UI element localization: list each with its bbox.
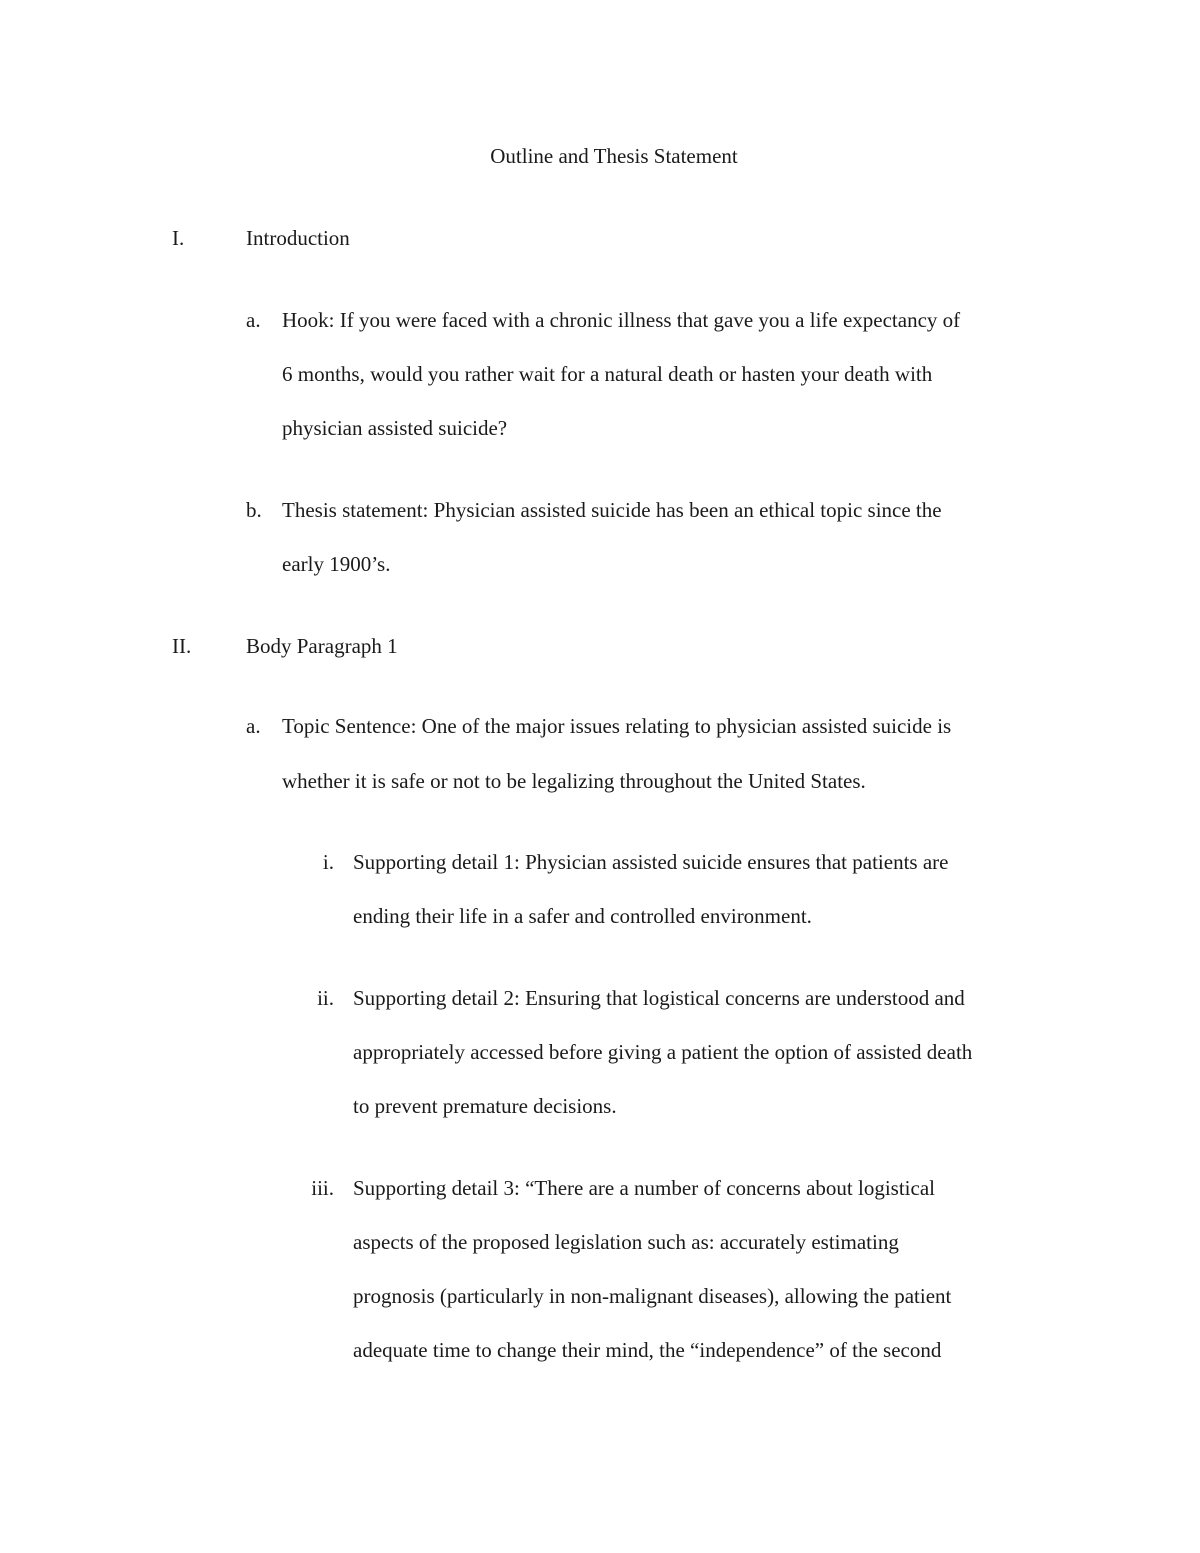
detail-line: Supporting detail 1: Physician assisted suicide ensures that patients are (353, 850, 949, 874)
item-line: 6 months, would you rather wait for a natural death or hasten your death with (282, 362, 933, 386)
item-line: whether it is safe or not to be legalizing throughout the United States. (282, 769, 866, 793)
section-numeral: I. (172, 226, 185, 250)
document-title: Outline and Thesis Statement (490, 144, 738, 168)
item-label: a. (246, 308, 261, 332)
detail-line: aspects of the proposed legislation such as: accurately estimating (353, 1230, 899, 1254)
item-line: early 1900’s. (282, 552, 391, 576)
item-line: Hook: If you were faced with a chronic illness that gave you a life expectancy of (282, 308, 961, 332)
detail-label: i. (322, 850, 334, 874)
item-line: Thesis statement: Physician assisted suicide has been an ethical topic since the (282, 498, 942, 522)
detail-line: adequate time to change their mind, the “independence” of the second (353, 1338, 942, 1362)
item-label: b. (246, 498, 262, 522)
detail-line: to prevent premature decisions. (353, 1094, 617, 1118)
section-heading: Body Paragraph 1 (246, 634, 398, 658)
detail-line: Supporting detail 2: Ensuring that logistical concerns are understood and (353, 986, 965, 1010)
section-heading: Introduction (246, 226, 350, 250)
detail-line: Supporting detail 3: “There are a number of concerns about logistical (353, 1176, 935, 1200)
detail-label: iii. (311, 1176, 334, 1200)
detail-label: ii. (317, 986, 334, 1010)
section-numeral: II. (172, 634, 192, 658)
detail-line: appropriately accessed before giving a patient the option of assisted death (353, 1040, 973, 1064)
detail-line: prognosis (particularly in non-malignant diseases), allowing the patient (353, 1284, 952, 1308)
item-line: Topic Sentence: One of the major issues relating to physician assisted suicide is (282, 714, 952, 738)
item-label: a. (246, 714, 261, 738)
detail-line: ending their life in a safer and controlled environment. (353, 904, 812, 928)
item-line: physician assisted suicide? (282, 416, 508, 440)
